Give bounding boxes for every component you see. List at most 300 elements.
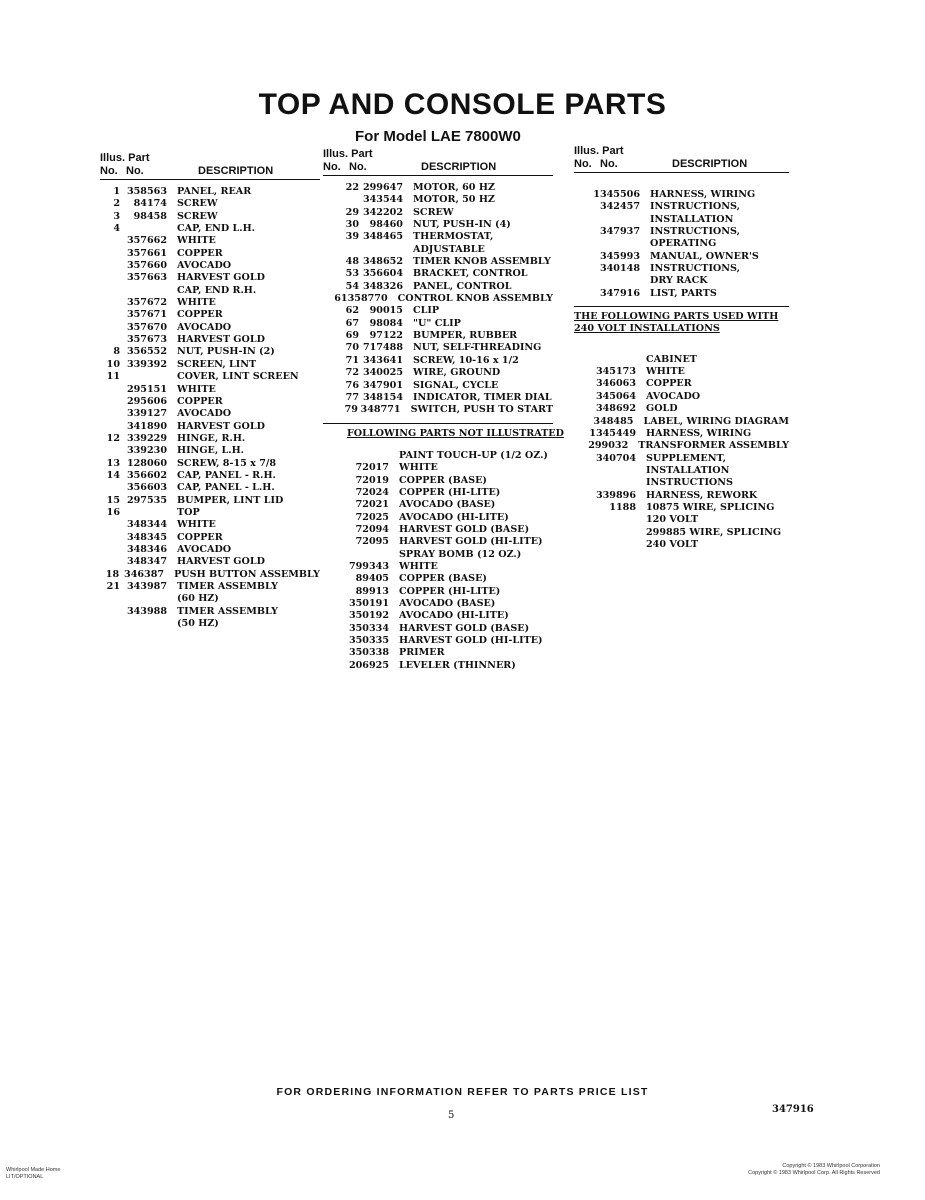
part-row (323, 561, 553, 573)
part-description: HARVEST GOLD (177, 334, 265, 346)
part-number: 72024 (355, 486, 389, 498)
part-description: NUT, PUSH-IN (4) (413, 219, 511, 231)
illus-number: 79 (344, 404, 358, 416)
part-row (100, 593, 320, 605)
part-row (574, 378, 789, 390)
part-number: 347937 (599, 226, 640, 238)
part-number: 1345449 (589, 427, 636, 439)
part-row (323, 499, 553, 511)
part-description: "U" CLIP (413, 317, 461, 329)
part-description: WHITE (177, 519, 216, 531)
illus-number (100, 408, 120, 420)
part-description: THERMOSTAT, (413, 231, 494, 243)
part-row (100, 421, 320, 433)
part-description: WHITE (177, 235, 216, 247)
part-row (323, 573, 553, 585)
header-illus-part: Illus. Part (100, 152, 150, 164)
part-row (574, 440, 789, 452)
page-number: 5 (448, 1110, 455, 1121)
part-row (100, 272, 320, 284)
part-row (323, 355, 553, 367)
part-number: 299032 (588, 440, 629, 452)
part-row (100, 606, 320, 618)
illus-number (100, 384, 120, 396)
illus-number: 62 (345, 305, 359, 317)
part-row (100, 396, 320, 408)
illus-number: 18 (105, 568, 120, 580)
part-description: COPPER (HI-LITE) (399, 585, 501, 597)
part-number: 72094 (355, 523, 389, 535)
part-row (100, 470, 320, 482)
part-description: CAP, END L.H. (177, 223, 255, 235)
part-description: INSTRUCTIONS (646, 477, 733, 489)
part-number: 348154 (362, 391, 403, 403)
illus-number: 69 (345, 330, 359, 342)
illus-number (100, 618, 120, 630)
header-description: DESCRIPTION (198, 165, 274, 177)
illus-number: 77 (345, 391, 359, 403)
fine-print-right-line: Copyright © 1983 Whirlpool Corporation (782, 1163, 880, 1169)
part-number: 98460 (369, 219, 403, 231)
part-number (120, 223, 167, 235)
illus-number: 76 (345, 379, 359, 391)
part-number: 350335 (348, 635, 389, 647)
part-number (120, 593, 167, 605)
part-description: DRY RACK (650, 275, 708, 287)
illus-number (100, 396, 120, 408)
part-row (323, 367, 553, 379)
part-description: MOTOR, 50 HZ (413, 194, 495, 206)
part-description: SCREW, 10-16 x 1/2 (413, 354, 519, 366)
part-row (323, 281, 553, 293)
part-description: GOLD (646, 403, 678, 415)
part-description: COPPER (HI-LITE) (399, 486, 501, 498)
page-title: TOP AND CONSOLE PARTS (258, 88, 667, 121)
part-description: PANEL, REAR (177, 186, 252, 197)
part-row (574, 275, 789, 287)
part-row (100, 346, 320, 358)
part-number: 1188 (609, 501, 636, 513)
part-row (574, 403, 789, 415)
part-description: TIMER ASSEMBLY (177, 581, 278, 592)
part-row (323, 342, 553, 354)
part-number: 295606 (126, 395, 167, 407)
part-row (574, 238, 789, 250)
part-row (323, 392, 553, 404)
240-volt-heading-line1: THE FOLLOWING PARTS USED WITH (574, 311, 779, 323)
part-number: 345993 (599, 250, 640, 262)
part-number: 357662 (126, 235, 167, 247)
part-row (100, 235, 320, 247)
part-description: CAP, PANEL - R.H. (177, 469, 276, 481)
part-row (323, 635, 553, 647)
part-number (120, 507, 167, 519)
part-number: 348345 (126, 531, 167, 543)
part-row (100, 544, 320, 556)
part-row (574, 263, 789, 275)
part-row (100, 581, 320, 593)
part-number: 84174 (133, 198, 167, 210)
illus-number: 21 (106, 581, 120, 592)
part-number: 72025 (355, 511, 389, 523)
part-row (574, 416, 789, 428)
illus-number: 29 (345, 206, 359, 218)
part-number: 347916 (599, 287, 640, 299)
part-number: 345064 (595, 390, 636, 402)
header-description: DESCRIPTION (421, 161, 497, 173)
part-description: AVOCADO (177, 321, 232, 333)
part-description: COPPER (177, 247, 223, 259)
fine-print-right-line: Copyright © 1983 Whirlpool Corp. All Rights Reserved (748, 1170, 880, 1176)
part-row (100, 223, 320, 235)
part-row (100, 248, 320, 260)
part-row (574, 527, 789, 539)
part-row (323, 610, 553, 622)
part-number: 206925 (348, 659, 389, 671)
ordering-footer: FOR ORDERING INFORMATION REFER TO PARTS PRICE LIST (276, 1086, 649, 1098)
part-number: 346387 (124, 568, 165, 580)
part-description: NUT, PUSH-IN (2) (177, 346, 275, 358)
illus-number: 71 (345, 354, 359, 366)
illus-number: 14 (106, 469, 120, 481)
part-row (100, 309, 320, 321)
part-description: SCREEN, LINT (177, 358, 257, 370)
section-rule (323, 423, 553, 424)
part-description: CAP, PANEL - L.H. (177, 482, 275, 494)
part-number (574, 354, 636, 366)
not-illustrated-heading: FOLLOWING PARTS NOT ILLUSTRATED (347, 427, 564, 439)
part-description: COPPER (646, 378, 692, 390)
part-description: INSTALLATION (646, 464, 730, 476)
part-description: CLIP (413, 305, 440, 317)
part-number: 356602 (126, 469, 167, 481)
part-description: AVOCADO (177, 543, 232, 555)
illus-number: 13 (106, 457, 120, 469)
part-description: WHITE (177, 297, 216, 309)
illus-number: 10 (106, 358, 120, 370)
part-description: SCREW, 8-15 x 7/8 (177, 457, 277, 469)
part-number: 356604 (362, 268, 403, 280)
part-number: 1345506 (593, 189, 640, 200)
part-row (100, 198, 320, 210)
part-description: OPERATING (650, 238, 717, 250)
part-row (323, 256, 553, 268)
part-number: 343988 (126, 605, 167, 617)
illus-number (100, 593, 120, 605)
part-description: HARNESS, WIRING (650, 189, 756, 200)
part-row (323, 512, 553, 524)
part-row (100, 359, 320, 371)
part-number (323, 549, 389, 561)
part-description: AVOCADO (BASE) (399, 598, 496, 609)
part-number: 348347 (126, 556, 167, 568)
part-number: 339230 (126, 445, 167, 457)
part-row (323, 380, 553, 392)
part-description: CAP, END R.H. (177, 284, 257, 296)
part-description: SCREW (177, 198, 218, 210)
illus-number (323, 244, 359, 256)
part-row (100, 445, 320, 457)
part-description: HINGE, R.H. (177, 432, 246, 444)
illus-number (100, 309, 120, 321)
part-number: 348465 (362, 231, 403, 243)
part-number: 350334 (348, 622, 389, 634)
part-number: 357660 (126, 260, 167, 272)
part-row (100, 556, 320, 568)
part-description: HARVEST GOLD (HI-LITE) (399, 536, 543, 548)
part-description: TIMER KNOB ASSEMBLY (413, 256, 551, 268)
part-description: BRACKET, CONTROL (413, 268, 528, 280)
part-description: WHITE (399, 462, 438, 474)
illus-number: 4 (113, 223, 120, 235)
part-row (323, 404, 553, 416)
part-number: 128060 (126, 457, 167, 469)
illus-number: 22 (345, 182, 359, 193)
part-description: HARVEST GOLD (177, 420, 265, 432)
part-number: 89913 (355, 585, 389, 597)
illus-number (100, 482, 120, 494)
part-row (574, 214, 789, 226)
illus-number (100, 544, 120, 556)
part-row (100, 371, 320, 383)
part-description: CABINET (646, 353, 697, 365)
part-row (100, 285, 320, 297)
part-row (323, 487, 553, 499)
part-row (323, 231, 553, 243)
part-description: PUSH BUTTON ASSEMBLY (174, 568, 320, 580)
part-number (359, 244, 403, 256)
part-row (323, 462, 553, 474)
part-number: 340704 (595, 452, 636, 464)
part-description: WIRE, GROUND (413, 367, 501, 379)
part-number: 357673 (126, 334, 167, 346)
part-row (574, 189, 789, 201)
part-description: HINGE, L.H. (177, 445, 244, 457)
illus-number (100, 285, 120, 297)
part-number (120, 371, 167, 383)
part-row (323, 647, 553, 659)
part-number: 350191 (348, 598, 389, 609)
part-row (323, 450, 553, 462)
part-row (100, 186, 320, 198)
illus-number: 8 (113, 346, 120, 358)
part-description: SPRAY BOMB (12 OZ.) (399, 548, 522, 560)
illus-number (100, 519, 120, 531)
model-subtitle: For Model LAE 7800W0 (355, 128, 521, 145)
part-description: WHITE (177, 383, 216, 395)
part-row (574, 539, 789, 551)
parts-column-3 (574, 145, 789, 551)
part-description: (60 HZ) (177, 593, 219, 605)
part-number: 343641 (362, 354, 403, 366)
part-number: 356603 (126, 482, 167, 494)
part-row (100, 458, 320, 470)
illus-number: 15 (106, 494, 120, 506)
part-description: HARNESS, WIRING (646, 427, 752, 439)
part-row (574, 453, 789, 465)
part-row (100, 334, 320, 346)
part-description: PAINT TOUCH-UP (1/2 OZ.) (399, 449, 548, 461)
part-description: 120 VOLT (646, 514, 699, 526)
part-row (574, 391, 789, 403)
part-number: 343987 (126, 581, 167, 592)
part-description: 10875 WIRE, SPLICING (646, 501, 775, 513)
part-number (574, 238, 640, 250)
part-number: 342457 (599, 201, 640, 213)
part-number: 72017 (355, 462, 389, 474)
illus-number: 1 (113, 186, 120, 197)
part-row (100, 482, 320, 494)
part-description: BUMPER, RUBBER (413, 330, 518, 342)
header-part-no: No. (600, 158, 618, 170)
part-description: SCREW (177, 210, 218, 222)
part-description: AVOCADO (177, 260, 232, 272)
part-row (100, 519, 320, 531)
fine-print-left-line: Whirlpool Made Home (6, 1167, 61, 1173)
part-description: LEVELER (THINNER) (399, 659, 516, 671)
part-number: 90015 (369, 305, 403, 317)
part-description: AVOCADO (BASE) (399, 499, 496, 511)
parts-column-2 (323, 148, 564, 672)
part-description: HARVEST GOLD (177, 272, 265, 284)
illus-number (100, 532, 120, 544)
part-description: INSTALLATION (650, 213, 734, 225)
part-number: 341890 (126, 420, 167, 432)
part-description: COPPER (177, 309, 223, 321)
part-number: 72021 (355, 499, 389, 511)
column-header (574, 145, 789, 171)
parts-column-1 (100, 152, 320, 630)
illus-number (100, 421, 120, 433)
part-description: ADJUSTABLE (413, 243, 485, 255)
illus-number: 2 (113, 198, 120, 210)
part-row (100, 507, 320, 519)
part-description: BUMPER, LINT LID (177, 494, 284, 506)
illus-number (100, 606, 120, 618)
part-row (323, 244, 553, 256)
header-illus-part: Illus. Part (323, 148, 373, 160)
part-description: COPPER (177, 531, 223, 543)
column-header (323, 148, 553, 174)
part-description: AVOCADO (HI-LITE) (399, 511, 509, 523)
part-description: NUT, SELF-THREADING (413, 342, 542, 354)
part-description: WHITE (399, 560, 438, 572)
part-row (574, 514, 789, 526)
part-number: 348485 (593, 415, 634, 427)
part-description: WHITE (646, 366, 685, 378)
part-number: 348771 (360, 404, 401, 416)
part-row (100, 211, 320, 223)
part-description: COPPER (177, 395, 223, 407)
illus-number (100, 297, 120, 309)
part-number: 295151 (126, 383, 167, 395)
illus-number (100, 272, 120, 284)
part-number: 343544 (362, 194, 403, 206)
document-number: 347916 (772, 1104, 814, 1115)
part-number: 357663 (126, 272, 167, 284)
part-number: 348692 (595, 403, 636, 415)
part-row (323, 586, 553, 598)
part-row (100, 495, 320, 507)
header-illus-part: Illus. Part (574, 145, 624, 157)
header-description: DESCRIPTION (672, 158, 748, 170)
illus-number: 70 (345, 342, 359, 354)
illus-number: 16 (106, 506, 120, 518)
part-number: 350338 (348, 647, 389, 659)
part-row (100, 532, 320, 544)
part-description: INSTRUCTIONS, (650, 263, 740, 275)
part-number: 340148 (599, 263, 640, 275)
part-row (100, 618, 320, 630)
part-number (574, 539, 636, 551)
part-row (323, 318, 553, 330)
part-number (120, 285, 167, 297)
header-no: No. (100, 165, 118, 177)
illus-number: 53 (345, 268, 359, 280)
240-volt-heading (574, 311, 789, 336)
illus-number: 30 (345, 219, 359, 231)
part-number: 348652 (362, 256, 403, 268)
part-row (323, 305, 553, 317)
part-row (100, 569, 320, 581)
part-description: 299885 WIRE, SPLICING (646, 526, 782, 538)
part-description: INSTRUCTIONS, (650, 226, 740, 238)
part-row (323, 524, 553, 536)
part-row (323, 623, 553, 635)
header-part-no: No. (126, 165, 144, 177)
part-row (574, 251, 789, 263)
part-row (574, 354, 789, 366)
part-number (574, 527, 636, 539)
part-row (323, 660, 553, 672)
part-description: AVOCADO (646, 390, 701, 402)
240-volt-heading-line2: 240 VOLT INSTALLATIONS (574, 323, 720, 335)
part-description: 240 VOLT (646, 538, 699, 550)
part-description: TOP (177, 506, 200, 518)
illus-number: 3 (113, 210, 120, 222)
part-row (323, 598, 553, 610)
illus-number: 54 (345, 280, 359, 292)
part-number: 98084 (369, 317, 403, 329)
part-number: 357672 (126, 297, 167, 309)
part-description: TIMER ASSEMBLY (177, 605, 278, 617)
part-number: 299647 (362, 182, 403, 193)
part-number: 350192 (348, 610, 389, 622)
part-number: 97122 (369, 330, 403, 342)
part-row (100, 433, 320, 445)
part-row (100, 260, 320, 272)
fine-print-right (730, 1163, 880, 1177)
illus-number: 48 (345, 256, 359, 268)
illus-number (100, 260, 120, 272)
part-number: 347901 (362, 379, 403, 391)
part-number: 339896 (595, 489, 636, 501)
illus-number: 72 (345, 367, 359, 379)
part-number: 348326 (362, 280, 403, 292)
part-description: SIGNAL, CYCLE (413, 379, 499, 391)
part-row (100, 408, 320, 420)
part-row (574, 502, 789, 514)
part-number: 345173 (595, 366, 636, 378)
part-description: HARVEST GOLD (HI-LITE) (399, 635, 543, 647)
illus-number (100, 445, 120, 457)
header-no: No. (323, 161, 341, 173)
part-description: COPPER (BASE) (399, 573, 487, 585)
part-description: HARVEST GOLD (BASE) (399, 622, 530, 634)
illus-number (100, 334, 120, 346)
part-description: SWITCH, PUSH TO START (410, 404, 553, 416)
part-description: CONTROL KNOB ASSEMBLY (397, 293, 553, 305)
